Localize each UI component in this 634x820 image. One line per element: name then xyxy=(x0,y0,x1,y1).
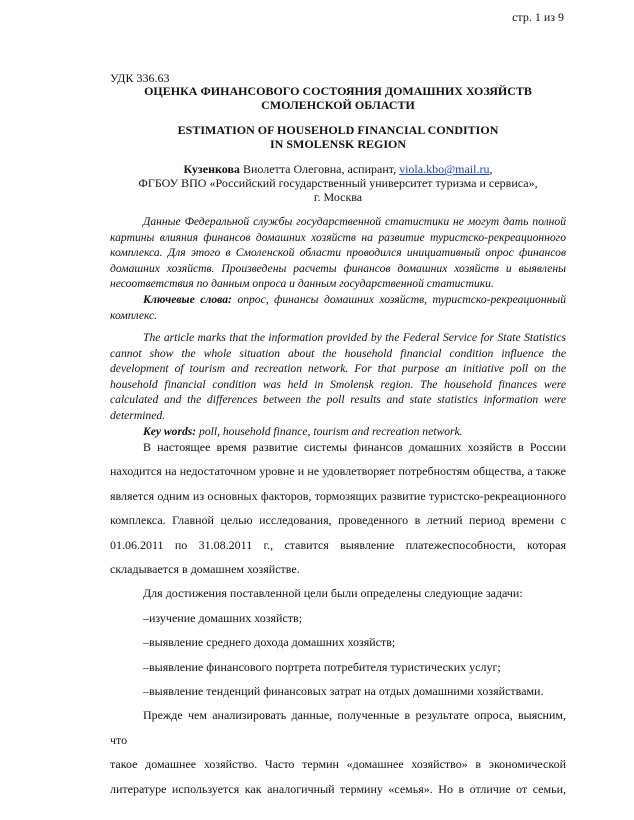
udk-code: УДК 336.63 xyxy=(110,71,170,85)
author-affiliation: ФГБОУ ВПО «Российский государственный университет туризма и сервиса», xyxy=(138,176,538,190)
body-line: находится на недостаточном уровне и не удовлетворяет потребностям общества, а также xyxy=(110,464,566,479)
abstract-en xyxy=(110,330,566,439)
body-line: является одним из основных факторов, тормозящих развитие туристско-рекреационного xyxy=(110,488,566,503)
author-city: г. Москва xyxy=(313,190,363,204)
keywords-ru xyxy=(110,292,566,308)
title-ru-line: ОЦЕНКА ФИНАНСОВОГО СОСТОЯНИЯ ДОМАШНИХ ХОЗЯЙСТВ xyxy=(144,84,532,98)
title-en-line: ESTIMATION OF HOUSEHOLD FINANCIAL CONDITION xyxy=(177,123,499,137)
author-block xyxy=(110,162,566,204)
author-surname: Кузенкова xyxy=(183,162,240,176)
body-line: Прежде чем анализировать данные, полученные в результате опроса, выясним, что xyxy=(110,708,566,747)
title-ru-line: СМОЛЕНСКОЙ ОБЛАСТИ xyxy=(261,98,415,112)
task-item: –выявление финансового портрета потребителя туристических услуг; xyxy=(143,659,501,674)
abstract-ru-line: домашних хозяйств. Произведены расчеты финансов домашних хозяйств и выявлены xyxy=(110,261,566,275)
body-line: 01.06.2011 по 31.08.2011 г., ставится выявление платежеспособности, которая xyxy=(110,537,566,552)
abstract-en-line: The article marks that the information provided by the Federal Service for State Statistics xyxy=(143,331,566,344)
body-line: литературе используется как аналогичный термину «семья». Но в отличие от семьи, xyxy=(110,781,566,796)
abstract-en-line: cannot show the whole situation about the household financial condition influence the xyxy=(110,346,566,360)
abstract-en-line: determined. xyxy=(110,408,166,422)
author-email-link[interactable]: viola.kbo@mail.ru xyxy=(399,162,490,176)
task-item: –изучение домашних хозяйств; xyxy=(143,610,303,625)
task-item: –выявление тенденций финансовых затрат на отдых домашними хозяйствами. xyxy=(143,684,544,699)
abstract-ru xyxy=(110,214,566,323)
keywords-en-text: poll, household finance, tourism and recreation network. xyxy=(196,424,463,438)
task-item: –выявление среднего дохода домашних хозяйств; xyxy=(143,635,396,650)
abstract-ru-line: несоответствия по данным опроса и данным государственной статистики. xyxy=(110,277,494,291)
abstract-en-line: development of tourism and recreation network. For that purpose an initiative poll on the xyxy=(110,362,566,376)
comma: , xyxy=(489,162,493,176)
abstract-ru-line: Данные Федеральной службы государственной статистики не могут дать полной xyxy=(143,215,566,228)
body-line: В настоящее время развитие системы финансов домашних хозяйств в России xyxy=(143,440,566,454)
keywords-en-label: Key words: xyxy=(143,424,197,438)
author-name: Виолетта Олеговна, аспирант, xyxy=(239,162,400,176)
body-line: складывается в домашнем хозяйстве. xyxy=(110,562,300,577)
keywords-ru-label: Ключевые слова: xyxy=(143,292,232,306)
title-en-line: IN SMOLENSK REGION xyxy=(269,137,407,151)
body-line: такое домашнее хозяйство. Часто термин «домашнее хозяйство» в экономической xyxy=(110,757,566,772)
abstract-ru-line: картины влияния финансов домашних хозяйств на развитие туристско-рекреационного xyxy=(110,230,566,244)
abstract-en-line: household financial condition was held in Smolensk region. The household finances were xyxy=(110,377,566,391)
body-line: комплекса. Главной целью исследования, проведенного в летний период времени с xyxy=(110,513,566,528)
abstract-ru-line: комплекса. Для этого в Смоленской области проводился инициативный опрос финансов xyxy=(110,246,566,260)
body-line: Для достижения поставленной цели были определены следующие задачи: xyxy=(143,586,523,601)
abstract-en-line: calculated and the differences between the poll results and state statistics information were xyxy=(110,393,566,407)
keywords-ru-text: опрос, финансы домашних хозяйств, туристско-рекреационный xyxy=(231,292,566,306)
author-line xyxy=(110,162,566,176)
title-ru xyxy=(110,84,566,112)
keywords-ru-text-cont: комплекс. xyxy=(110,308,158,322)
title-en xyxy=(110,123,566,151)
page-number: стр. 1 из 9 xyxy=(512,10,564,24)
body-text xyxy=(110,435,566,801)
